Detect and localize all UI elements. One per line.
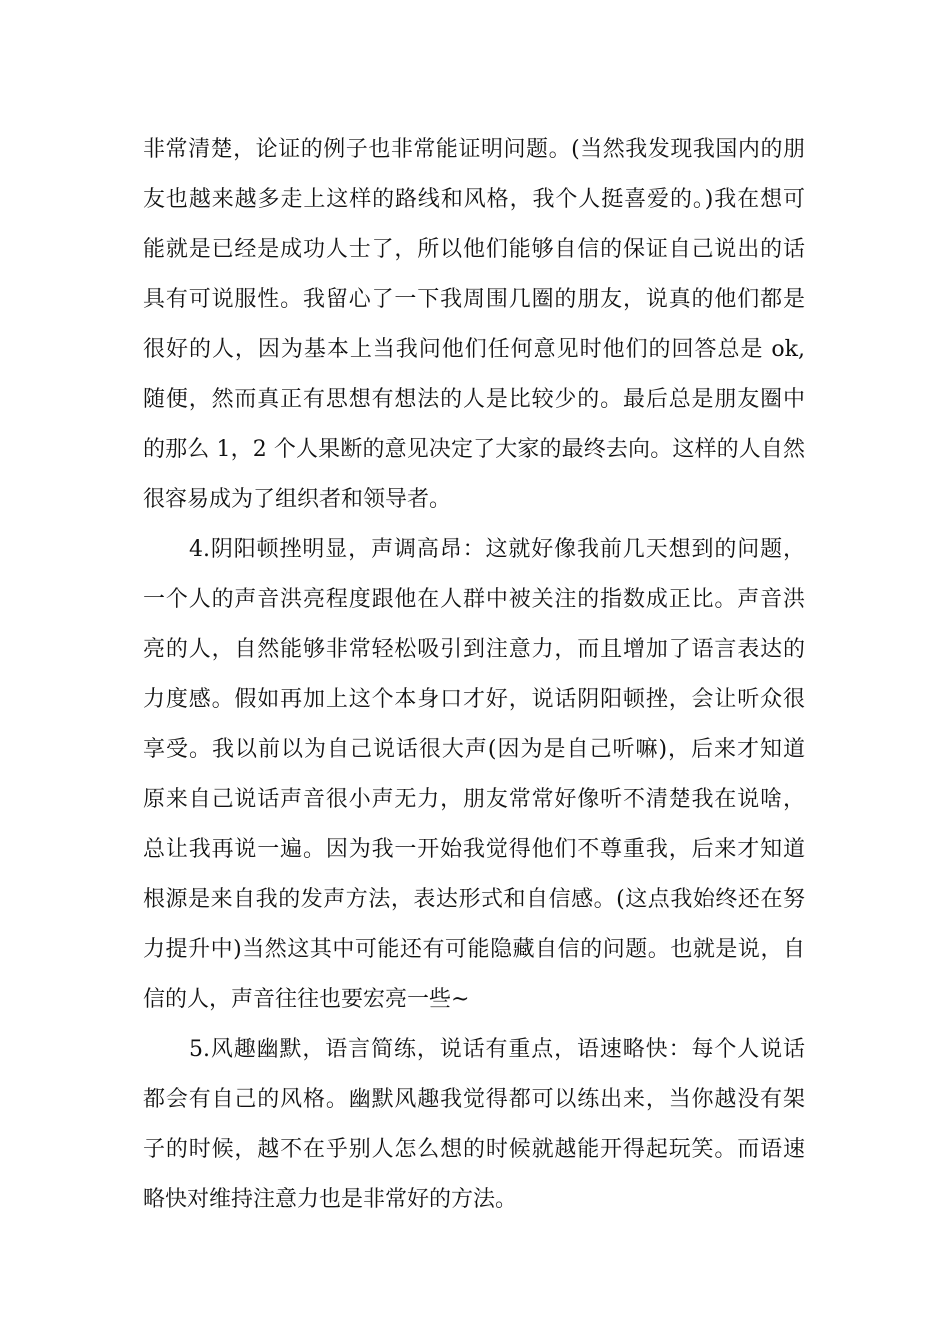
paragraph-line: 具有可说服性。我留心了一下我周围几圈的朋友，说真的他们都是 [143, 287, 805, 312]
paragraph-line: 能就是已经是成功人士了，所以他们能够自信的保证自己说出的话 [143, 237, 805, 262]
paragraph-line: 友也越来越多走上这样的路线和风格，我个人挺喜爱的。)我在想可 [143, 187, 805, 212]
paragraph-line: 子的时候，越不在乎别人怎么想的时候就越能开得起玩笑。而语速 [143, 1137, 805, 1162]
paragraph-line: 很好的人，因为基本上当我问他们任何意见时他们的回答总是 ok, [143, 337, 805, 362]
paragraph-line: 亮的人，自然能够非常轻松吸引到注意力，而且增加了语言表达的 [143, 637, 805, 662]
paragraph-line: 享受。我以前以为自己说话很大声(因为是自己听嘛)，后来才知道 [143, 737, 805, 762]
paragraph-line: 根源是来自我的发声方法，表达形式和自信感。(这点我始终还在努 [143, 887, 805, 912]
paragraph-line: 随便，然而真正有思想有想法的人是比较少的。最后总是朋友圈中 [143, 387, 805, 412]
paragraph-line: 一个人的声音洪亮程度跟他在人群中被关注的指数成正比。声音洪 [143, 587, 805, 612]
paragraph-line: 力度感。假如再加上这个本身口才好，说话阴阳顿挫，会让听众很 [143, 687, 805, 712]
paragraph-line: 很容易成为了组织者和领导者。 [143, 487, 452, 512]
paragraph-line: 5.风趣幽默，语言简练，说话有重点，语速略快：每个人说话 [189, 1037, 805, 1062]
paragraph-line: 略快对维持注意力也是非常好的方法。 [143, 1187, 518, 1212]
paragraph-line: 非常清楚，论证的例子也非常能证明问题。(当然我发现我国内的朋 [143, 137, 805, 162]
paragraph-line: 都会有自己的风格。幽默风趣我觉得都可以练出来，当你越没有架 [143, 1087, 805, 1112]
paragraph-line: 信的人，声音往往也要宏亮一些~ [143, 987, 470, 1012]
paragraph-line: 的那么 1，2 个人果断的意见决定了大家的最终去向。这样的人自然 [143, 437, 805, 462]
paragraph-line: 4.阴阳顿挫明显，声调高昂：这就好像我前几天想到的问题， [189, 537, 805, 562]
paragraph-line: 原来自己说话声音很小声无力，朋友常常好像听不清楚我在说啥， [143, 787, 805, 812]
paragraph-line: 力提升中)当然这其中可能还有可能隐藏自信的问题。也就是说，自 [143, 937, 805, 962]
paragraph-line: 总让我再说一遍。因为我一开始我觉得他们不尊重我，后来才知道 [143, 837, 805, 862]
